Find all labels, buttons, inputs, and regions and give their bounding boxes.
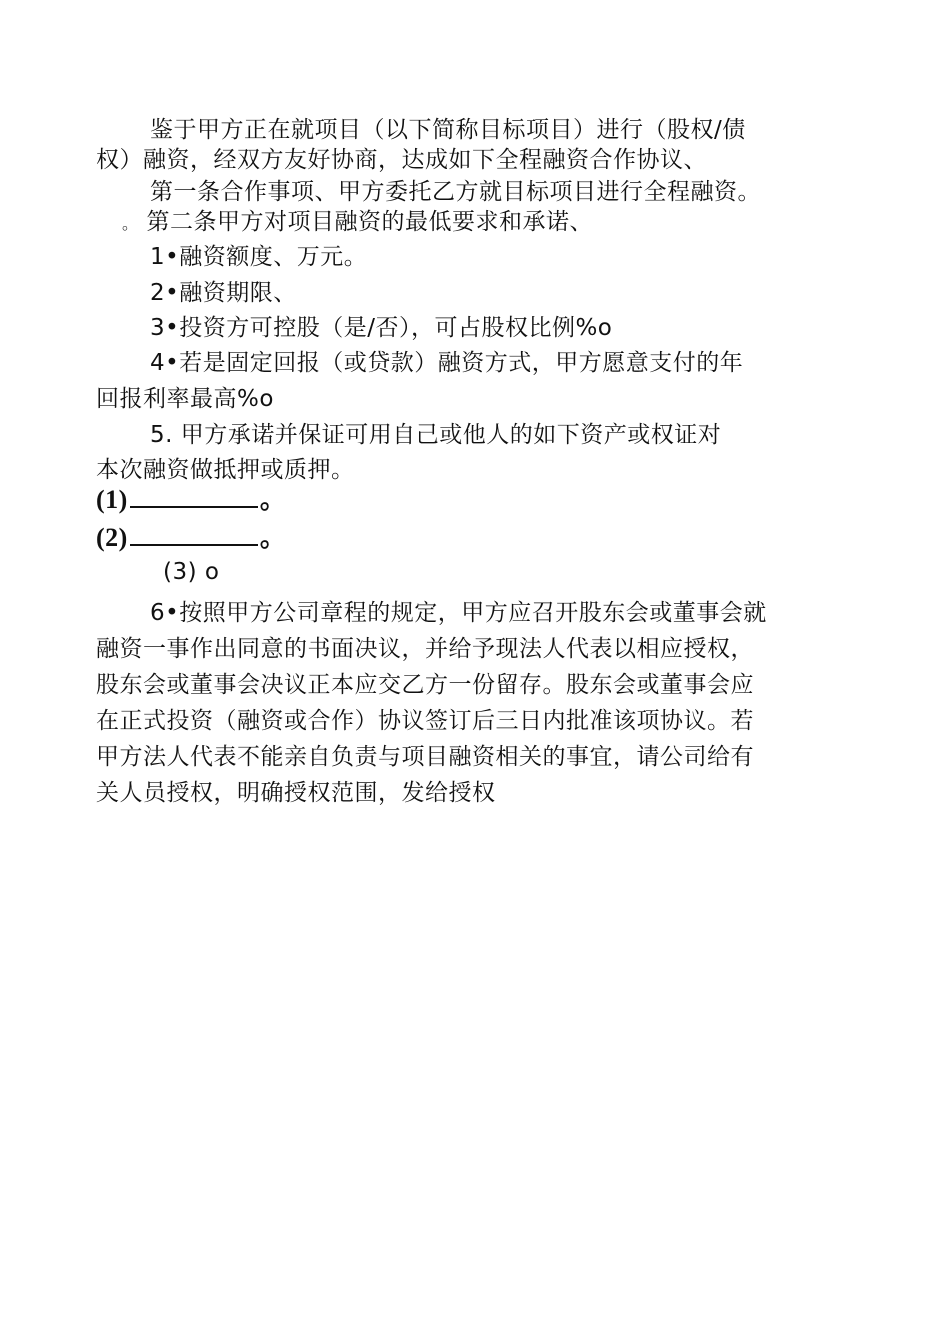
blank-item-2-label: (2): [96, 523, 128, 552]
paragraph-intro-line-1: 鉴于甲方正在就项目（以下简称目标项目）进行（股权/债: [150, 117, 746, 143]
blank-item-1-underline: [130, 484, 258, 508]
item-3-line: 3•投资方可控股（是/否），可占股权比例%o: [150, 315, 613, 341]
article-1-line: 第一条合作事项、甲方委托乙方就目标项目进行全程融资。: [150, 179, 761, 205]
item-6-line-3: 股东会或董事会决议正本应交乙方一份留存。股东会或董事会应: [96, 672, 754, 698]
item-6-line-2: 融资一事作出同意的书面决议，并给予现法人代表以相应授权，: [96, 636, 754, 662]
blank-item-1-end: 。: [259, 485, 287, 514]
stray-mark: 。: [122, 214, 139, 233]
item-5-line-1: 5. 甲方承诺并保证可用自己或他人的如下资产或权证对: [150, 422, 722, 448]
item-4-line-1: 4•若是固定回报（或贷款）融资方式，甲方愿意支付的年: [150, 350, 744, 376]
blank-item-3: (3) o: [163, 559, 220, 585]
item-5-line-2: 本次融资做抵押或质押。: [96, 457, 355, 483]
item-1-line: 1•融资额度、万元。: [150, 244, 368, 270]
article-2-text: 第二条甲方对项目融资的最低要求和承诺、: [146, 209, 594, 235]
item-2-line: 2•融资期限、: [150, 280, 297, 306]
item-6-line-4: 在正式投资（融资或合作）协议签订后三日内批准该项协议。若: [96, 708, 754, 734]
item-6-line-1: 6•按照甲方公司章程的规定，甲方应召开股东会或董事会就: [150, 600, 767, 626]
blank-item-2-underline: [130, 522, 258, 546]
item-6-line-6: 关人员授权，明确授权范围，发给授权: [96, 780, 496, 806]
blank-item-1: [96, 484, 286, 515]
article-2-line: [122, 207, 593, 239]
blank-item-2: [96, 522, 286, 553]
blank-item-2-end: 。: [259, 523, 287, 552]
item-6-line-5: 甲方法人代表不能亲自负责与项目融资相关的事宜，请公司给有: [96, 744, 754, 770]
item-4-line-2: 回报利率最高%o: [96, 386, 274, 412]
blank-item-1-label: (1): [96, 485, 128, 514]
paragraph-intro-line-2: 权）融资，经双方友好协商，达成如下全程融资合作协议、: [96, 147, 707, 173]
